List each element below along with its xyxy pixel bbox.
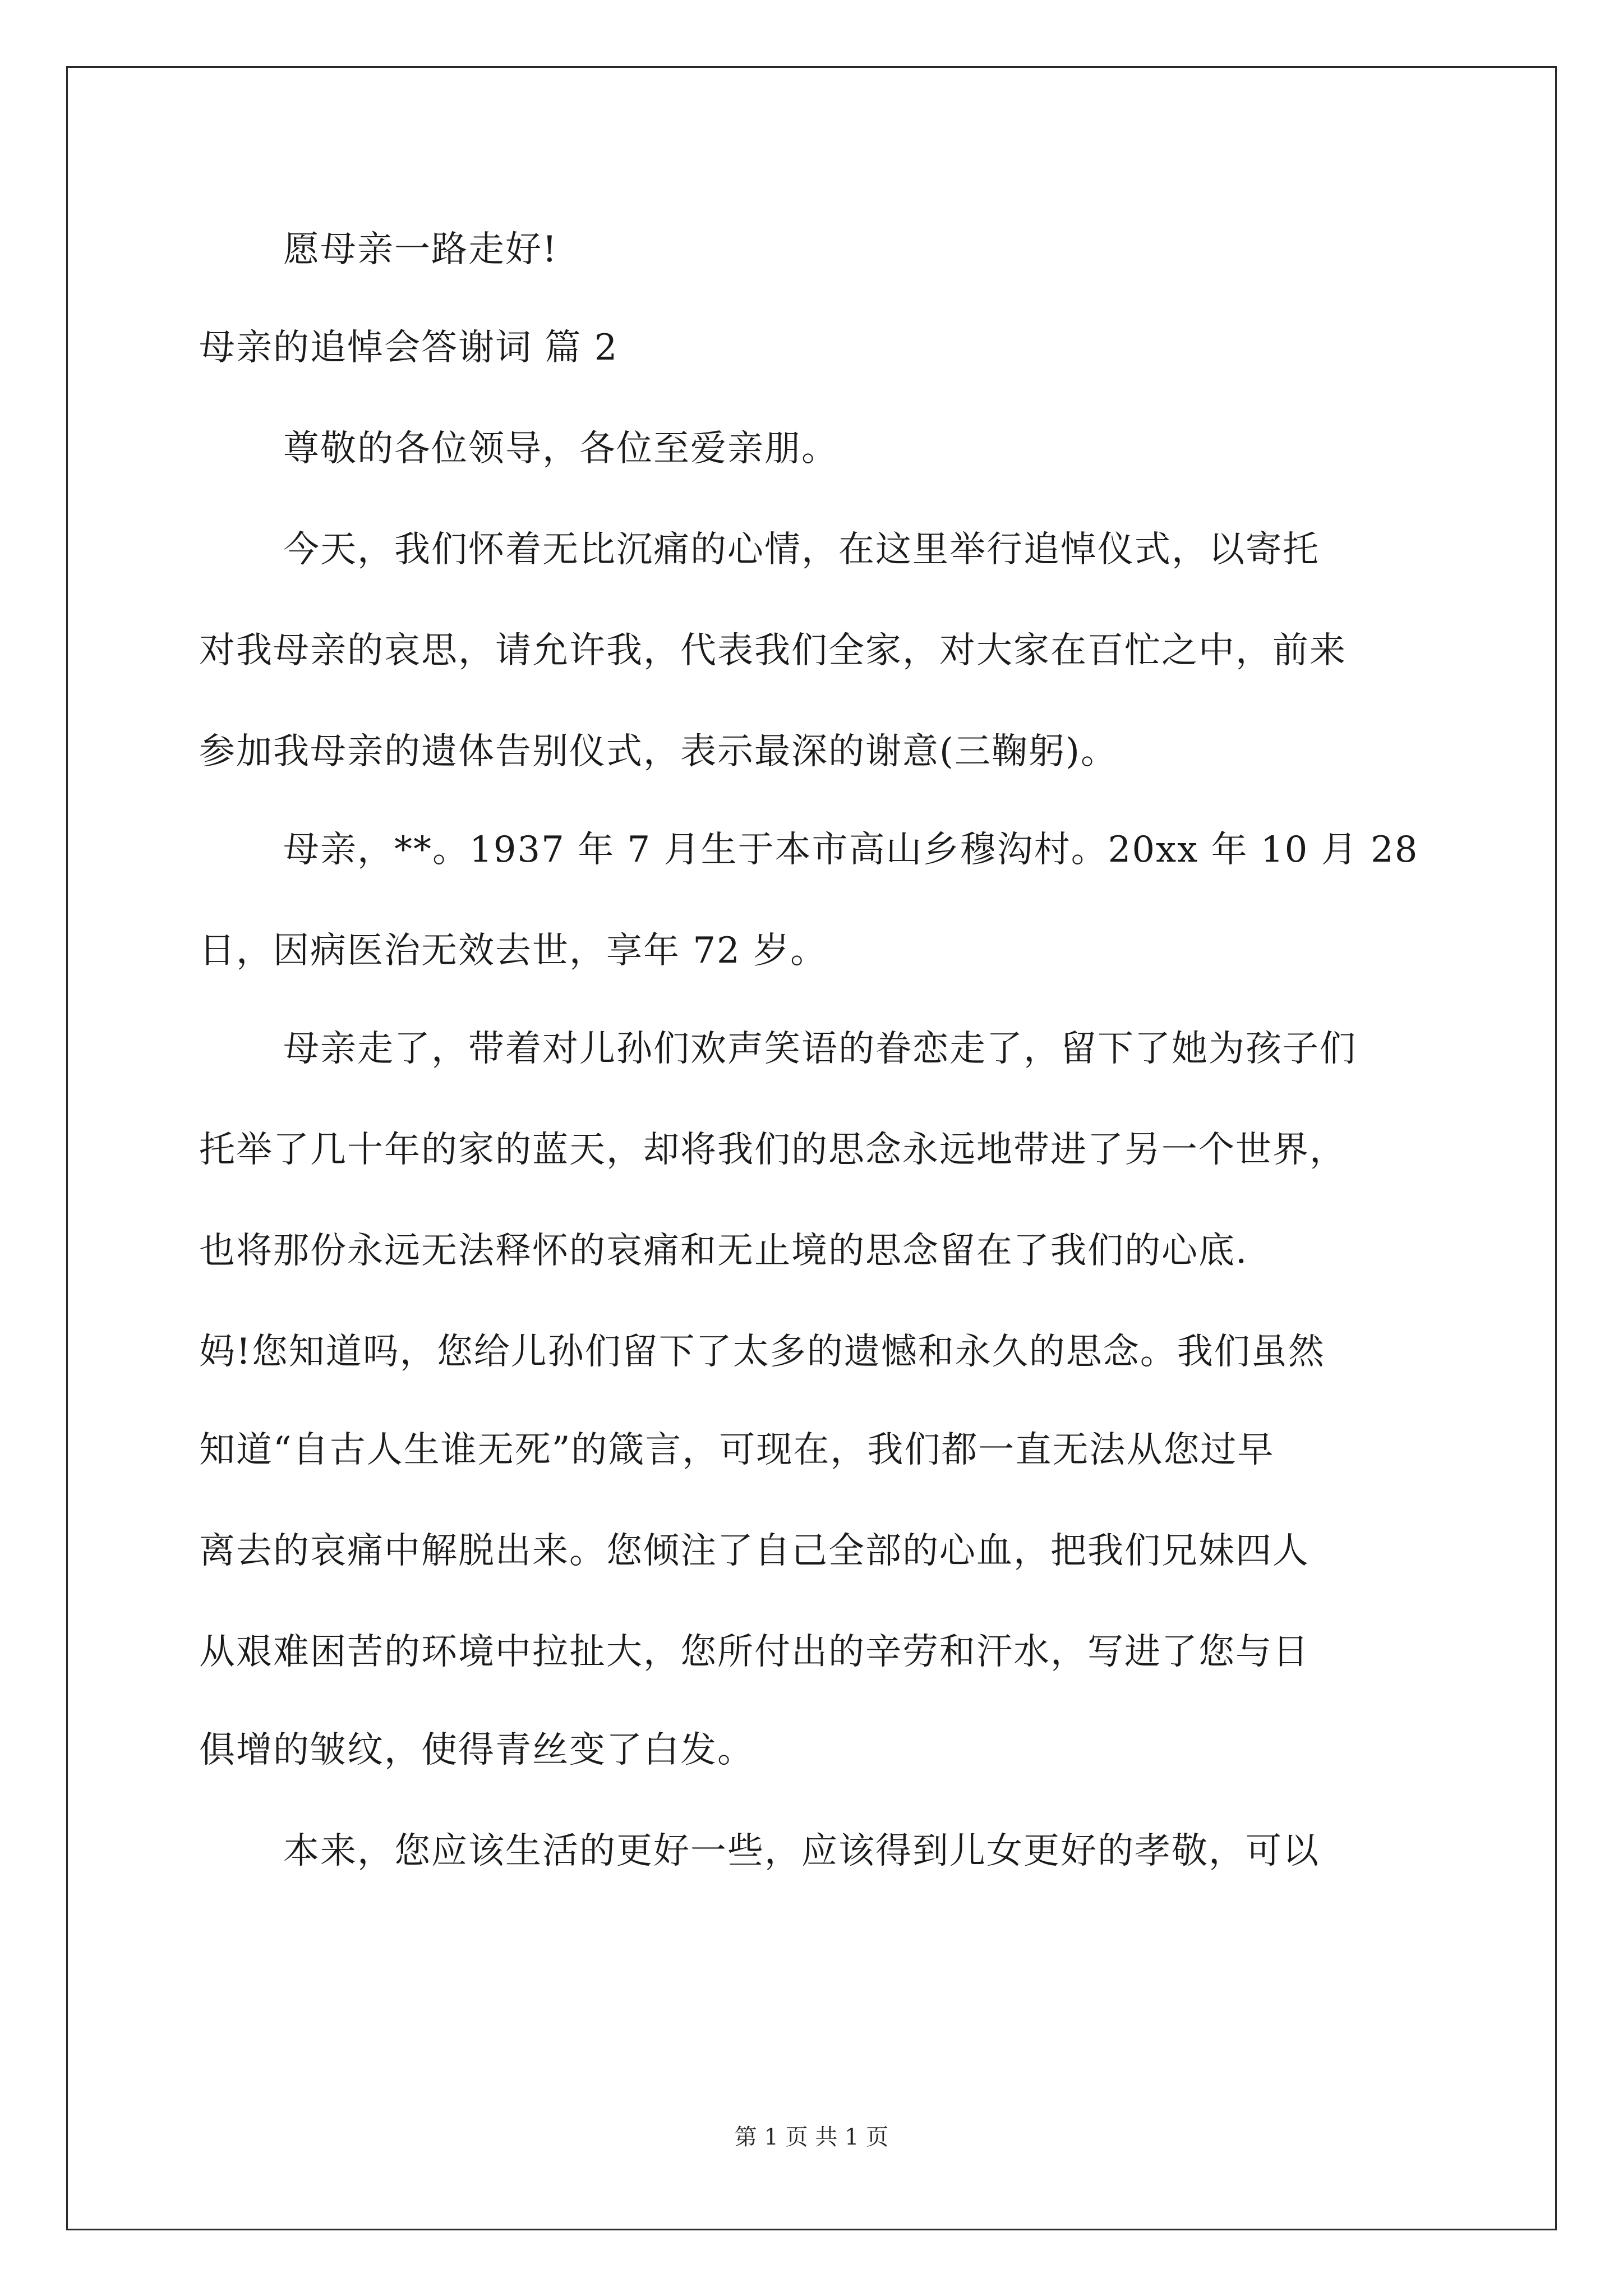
paragraph-line: 本来，您应该生活的更好一些，应该得到儿女更好的孝敬，可以 [283, 1830, 1320, 1872]
section-heading: 母亲的追悼会答谢词 篇 2 [199, 327, 619, 369]
page-number: 第 1 页 共 1 页 [734, 2124, 889, 2150]
paragraph-line: 托举了几十年的家的蓝天，却将我们的思念永远地带进了另一个世界， [199, 1129, 1347, 1171]
closing-line: 愿母亲一路走好! [283, 229, 558, 270]
salutation: 尊敬的各位领导，各位至爱亲朋。 [283, 428, 838, 470]
paragraph-line: 离去的哀痛中解脱出来。您倾注了自己全部的心血，把我们兄妹四人 [199, 1530, 1310, 1572]
paragraph-line: 母亲，**。1937 年 7 月生于本市高山乡穆沟村。20xx 年 10 月 28 [283, 829, 1419, 871]
paragraph-line: 俱增的皱纹，使得青丝变了白发。 [199, 1729, 754, 1771]
paragraph-line: 知道“自古人生谁无死”的箴言，可现在，我们都一直无法从您过早 [199, 1429, 1275, 1471]
paragraph-line: 也将那份永远无法释怀的哀痛和无止境的思念留在了我们的心底. [199, 1230, 1248, 1272]
paragraph-line: 对我母亲的哀思，请允许我，代表我们全家，对大家在百忙之中，前来 [199, 630, 1347, 671]
paragraph-line: 母亲走了，带着对儿孙们欢声笑语的眷恋走了，留下了她为孩子们 [283, 1028, 1357, 1070]
paragraph-line: 妈!您知道吗，您给儿孙们留下了太多的遗憾和永久的思念。我们虽然 [199, 1331, 1325, 1373]
paragraph-line: 从艰难困苦的环境中拉扯大，您所付出的辛劳和汗水，写进了您与日 [199, 1631, 1310, 1673]
paragraph-line: 日，因病医治无效去世，享年 72 岁。 [199, 930, 828, 972]
paragraph-line: 参加我母亲的遗体告别仪式，表示最深的谢意(三鞠躬)。 [199, 731, 1118, 772]
paragraph-line: 今天，我们怀着无比沉痛的心情，在这里举行追悼仪式，以寄托 [283, 529, 1320, 570]
